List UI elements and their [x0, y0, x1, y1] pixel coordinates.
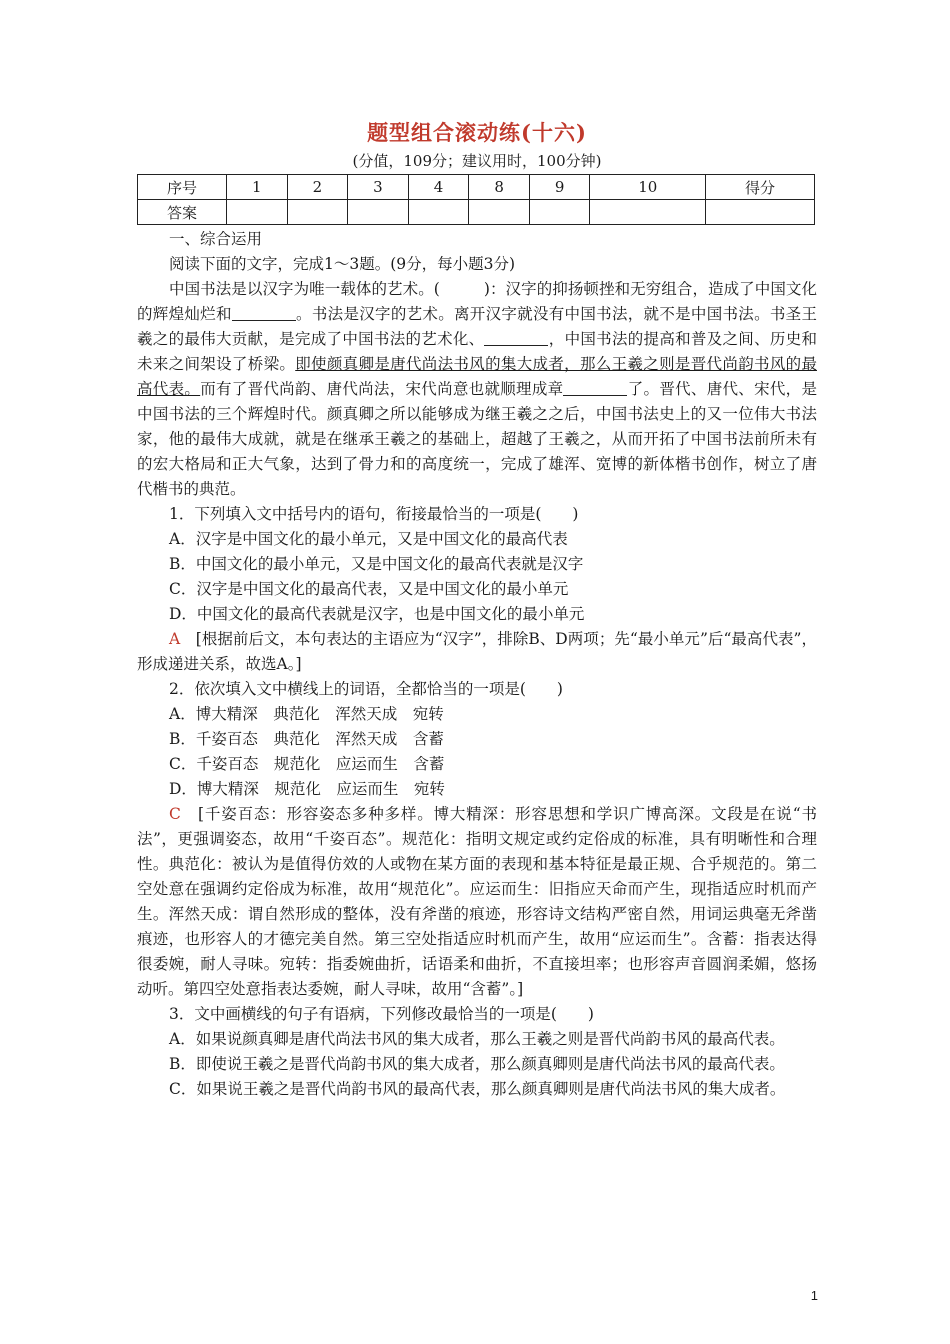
question-1-answer: A	[169, 630, 181, 648]
table-answer-row	[138, 200, 815, 225]
table-cell: 4	[408, 175, 469, 200]
fill-blank	[484, 329, 548, 346]
page-subtitle: (分值，109分；建议用时，100分钟)	[352, 152, 602, 170]
answer-cell[interactable]	[529, 200, 590, 225]
passage-text: ，中国书法的提高和普及之间、历史和未来之间架设了桥梁。	[137, 330, 817, 373]
fill-blank	[232, 304, 296, 321]
question-3-option-b: B．即使说王羲之是晋代尚韵书风的集大成者，那么颜真卿则是唐代尚法书风的最高代表。	[169, 1055, 785, 1073]
question-1-option-d: D．中国文化的最高代表就是汉字，也是中国文化的最小单元	[169, 605, 585, 623]
question-1-option-a: A．汉字是中国文化的最小单元，又是中国文化的最高代表	[169, 530, 568, 548]
passage-text: 了。晋代、唐代、宋代，是中国书法的三个辉煌时代。颜真卿之所以能够成为继王羲之之后，中国书法史上的又一位伟大书法家，他的最伟大成就，就是在继承王羲之的基础上，超越了王羲之，从而开拓了中国书法前所未有的宏大格局和正大气象，达到了骨力和的高度统一，完成了雄浑、宽博的新体楷书创作，树立了唐代楷书的典范。	[137, 380, 817, 498]
table-cell: 得分	[706, 175, 815, 200]
table-cell: 1	[227, 175, 288, 200]
question-2-option-b: B．千姿百态 典范化 浑然天成 含蓄	[169, 730, 444, 748]
question-1-option-c: C．汉字是中国文化的最高代表，又是中国文化的最小单元	[169, 580, 569, 598]
explanation-text: [千姿百态：形容姿态多种多样。博大精深：形容思想和学识广博高深。文段是在说“书法”，更强调姿态，故用“千姿百态”。规范化：指明文规定或约定俗成的标准，具有明晰性和合理性。典范化：被认为是值得仿效的人或物在某方面的表现和基本特征是最正规、合乎规范的。第二空处意在强调约定俗成为标准，故用“规范化”。应运而生：旧指应天命而产生，现指适应时机而产生。浑然天成：谓自然形成的整体，没有斧凿的痕迹，形容诗文结构严密自然，用词运典毫无斧凿痕迹，也形容人的才德完美自然。第三空处指适应时机而产生，故用“应运而生”。含蓄：指表达得很委婉，耐人寻味。宛转：指委婉曲折，话语柔和曲折，不直接坦率；也形容声音圆润柔媚，悠扬动听。第四空处意指表达委婉，耐人寻味，故用“含蓄”。]	[137, 805, 817, 998]
score-cell[interactable]	[706, 200, 815, 225]
question-2-option-c: C．千姿百态 规范化 应运而生 含蓄	[169, 755, 445, 773]
question-2-explanation	[137, 802, 817, 1002]
table-cell: 答案	[138, 200, 227, 225]
table-cell: 10	[590, 175, 706, 200]
question-3-stem: 3．文中画横线的句子有语病，下列修改最恰当的一项是( )	[169, 1005, 594, 1023]
question-1-explanation	[137, 627, 817, 677]
fill-blank	[563, 379, 627, 396]
passage-text: )：汉字的抑扬顿挫和无穷组合，造成了中国文化的辉煌灿烂和	[137, 280, 817, 323]
table-cell: 9	[529, 175, 590, 200]
question-1-option-b: B．中国文化的最小单元，又是中国文化的最高代表就是汉字	[169, 555, 584, 573]
question-3-option-c: C．如果说王羲之是晋代尚韵书风的最高代表，那么颜真卿则是唐代尚法书风的集大成者。	[169, 1080, 786, 1098]
question-2-option-d: D．博大精深 规范化 应运而生 宛转	[169, 780, 445, 798]
answer-cell[interactable]	[227, 200, 288, 225]
table-header-row	[138, 175, 815, 200]
page-number: 1	[810, 1288, 818, 1303]
reading-passage	[137, 277, 817, 502]
table-cell: 3	[348, 175, 409, 200]
question-1-stem: 1．下列填入文中括号内的语句，衔接最恰当的一项是( )	[169, 505, 579, 523]
passage-text: 中国书法是以汉字为唯一载体的艺术。(	[169, 280, 440, 298]
answer-cell[interactable]	[408, 200, 469, 225]
answer-cell[interactable]	[590, 200, 706, 225]
question-2-answer: C	[169, 805, 181, 823]
answer-table	[137, 174, 815, 225]
explanation-text: [根据前后文，本句表达的主语应为“汉字”，排除B、D两项；先“最小单元”后“最高代表”，形成递进关系，故选A。]	[137, 630, 817, 673]
answer-cell[interactable]	[287, 200, 348, 225]
answer-cell[interactable]	[469, 200, 530, 225]
question-3-option-a: A．如果说颜真卿是唐代尚法书风的集大成者，那么王羲之则是晋代尚韵书风的最高代表。	[169, 1030, 785, 1048]
table-cell: 8	[469, 175, 530, 200]
underlined-sentence: 即使颜真卿是唐代尚法书风的集大成者，那么王羲之则是晋代尚韵书风的最高代表。	[137, 355, 817, 398]
answer-cell[interactable]	[348, 200, 409, 225]
passage-text: 。书法是汉字的艺术。离开汉字就没有中国书法，就不是中国书法。书圣王羲之的最伟大贡献，是完成了中国书法的艺术化、	[137, 305, 817, 348]
question-2-stem: 2．依次填入文中横线上的词语，全都恰当的一项是( )	[169, 680, 563, 698]
document-page	[137, 118, 817, 1102]
reading-instructions: 阅读下面的文字，完成1～3题。(9分，每小题3分)	[169, 255, 516, 273]
question-2-option-a: A．博大精深 典范化 浑然天成 宛转	[169, 705, 444, 723]
table-cell: 序号	[138, 175, 227, 200]
section-heading: 一、综合运用	[169, 230, 263, 248]
page-title: 题型组合滚动练(十六)	[367, 120, 587, 145]
passage-text: 而有了晋代尚韵、唐代尚法，宋代尚意也就顺理成章	[200, 380, 564, 398]
table-cell: 2	[287, 175, 348, 200]
